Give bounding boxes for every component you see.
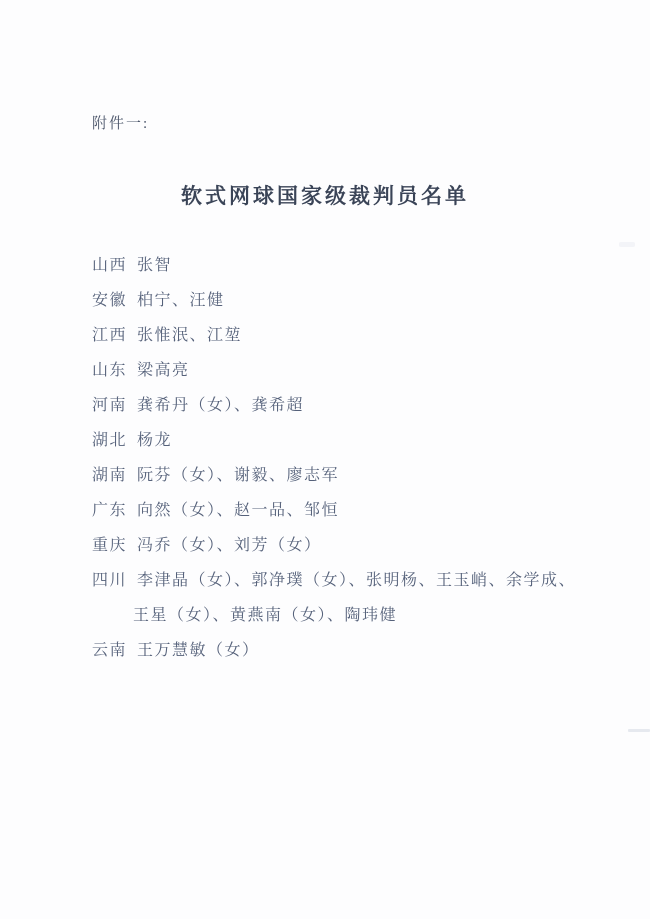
names-text: 张智 <box>137 257 173 274</box>
referee-row-shanxi <box>92 248 630 283</box>
names-text: 李津晶（女）、郭净璞（女）、张明杨、王玉峭、余学成、 <box>137 572 577 589</box>
attachment-label: 附件一: <box>92 116 150 132</box>
names-text: 阮芬（女）、谢毅、廖志军 <box>137 467 340 484</box>
province-label: 湖南 <box>92 467 128 484</box>
document-title: 软式网球国家级裁判员名单 <box>181 185 469 208</box>
referee-row-hunan <box>92 458 630 493</box>
referee-row-jiangxi <box>92 318 630 353</box>
referee-row-shandong <box>92 353 630 388</box>
referee-row-sichuan-continuation <box>92 598 630 633</box>
names-text: 向然（女）、赵一品、邹恒 <box>137 502 340 519</box>
province-label: 河南 <box>92 397 128 414</box>
scan-artifact <box>619 242 635 247</box>
province-label: 广东 <box>92 502 128 519</box>
names-text: 张惟泯、江堃 <box>137 327 243 344</box>
referee-row-chongqing <box>92 528 630 563</box>
province-label: 四川 <box>92 572 128 589</box>
names-text: 梁高亮 <box>137 362 190 379</box>
province-label: 重庆 <box>92 537 128 554</box>
province-label: 湖北 <box>92 432 128 449</box>
referee-row-guangdong <box>92 493 630 528</box>
referee-row-yunnan <box>92 633 630 668</box>
referee-row-henan <box>92 388 630 423</box>
names-text: 王万慧敏（女） <box>137 642 260 659</box>
referee-row-anhui <box>92 283 630 318</box>
province-label: 江西 <box>92 327 128 344</box>
names-text: 冯乔（女）、刘芳（女） <box>137 537 322 554</box>
province-label: 安徽 <box>92 292 128 309</box>
names-text: 杨龙 <box>137 432 173 449</box>
scan-artifact <box>628 729 650 732</box>
province-label: 云南 <box>92 642 128 659</box>
referee-list <box>92 248 630 668</box>
names-text: 王星（女）、黄燕南（女）、陶玮健 <box>133 607 398 624</box>
referee-row-hubei <box>92 423 630 458</box>
province-label: 山西 <box>92 257 128 274</box>
province-label: 山东 <box>92 362 128 379</box>
referee-row-sichuan <box>92 563 630 598</box>
names-text: 柏宁、汪健 <box>137 292 225 309</box>
names-text: 龚希丹（女）、龚希超 <box>137 397 305 414</box>
